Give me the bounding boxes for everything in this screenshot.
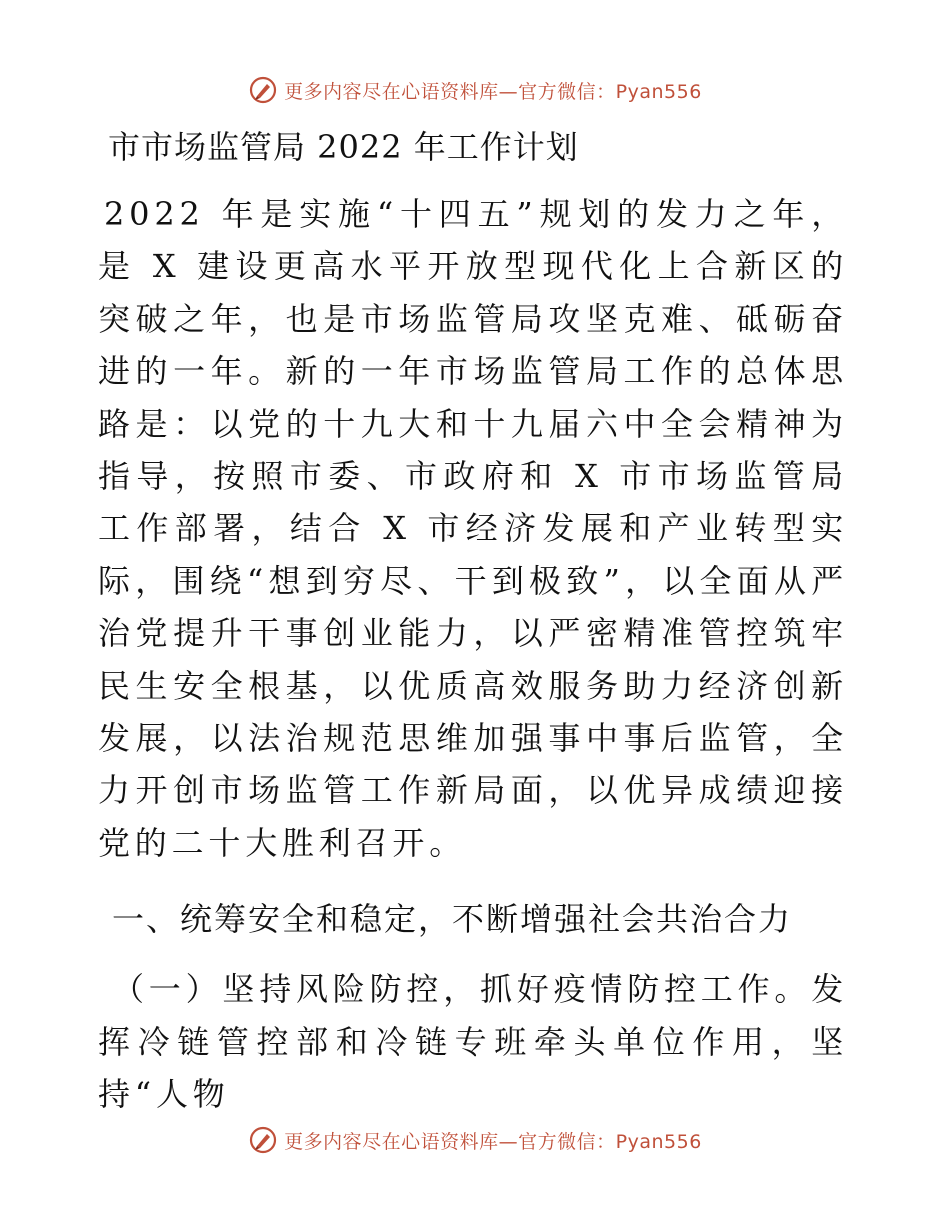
document-title: 市市场监管局 2022 年工作计划 (108, 128, 579, 166)
section-heading-1: 一、统筹安全和稳定，不断增强社会共治合力 (112, 900, 793, 939)
pen-nib-logo-icon (248, 1125, 278, 1155)
intro-paragraph: 2022 年是实施“十四五”规划的发力之年，是 X 建设更高水平开放型现代化上合新区的突破之年，也是市场监管局攻坚克难、砥砺奋进的一年。新的一年市场监管局工作的总体思路是：以党的十九大和十九届六中全会精神为指导，按照市委、市政府和 X 市市场监管局工作部署，结合 X 市经济发展和产业转型实际，围绕“想到穷尽、干到极致”，以全面从严治党提升干事创业能力，以严密精准管控筑牢民生安全根基，以优质高效服务助力经济创新发展，以法治规范思维加强事中事后监管，全力开创市场监管工作新局面，以优异成绩迎接党的二十大胜利召开。 (98, 195, 848, 862)
pen-nib-logo-icon (248, 75, 278, 105)
watermark-text: 更多内容尽在心语资料库—官方微信：Pyan556 (284, 80, 702, 103)
document-body (98, 188, 848, 1121)
watermark-header (0, 72, 950, 108)
section-1-paragraph-1: （一）坚持风险防控，抓好疫情防控工作。发挥冷链管控部和冷链专班牵头单位作用，坚持“人物 (98, 970, 849, 1114)
watermark-text: 更多内容尽在心语资料库—官方微信：Pyan556 (284, 1130, 702, 1153)
watermark-footer (0, 1122, 950, 1158)
